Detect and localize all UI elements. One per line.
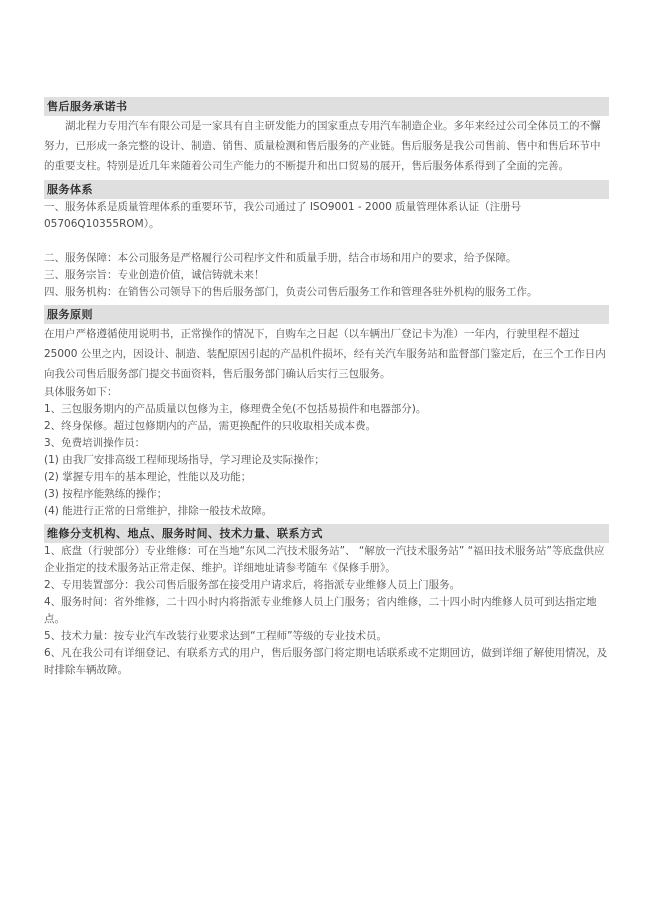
list-line: 三、服务宗旨：专业创造价值，诚信铸就未来！ <box>44 269 265 281</box>
list-line: 6、凡在我公司有详细登记、有联系方式的用户，售后服务部门将定期电话联系或不定期回访，做到详细了解使用情况，及时排除车辆故障。 <box>44 647 608 676</box>
list-line: 1、底盘（行驶部分）专业维修：可在当地“东风二汽技术服务站”、 “解放一汽技术服务站” “福田技术服务站”等底盘供应企业指定的技术服务站正常走保、维护。详细地址请参考随车《保修手册》。 <box>44 545 605 574</box>
section-repair-branches <box>44 524 609 679</box>
list-line: 2、终身保修。超过包修期内的产品，需更换配件的只收取相关成本费。 <box>44 420 377 432</box>
section-service-system <box>44 180 609 301</box>
paragraph: 湖北程力专用汽车有限公司是一家具有自主研发能力的国家重点专用汽车制造企业。多年来经过公司全体员工的不懈努力，已形成一条完整的设计、制造、销售、质量检测和售后服务的产业链。售后服务是我公司售前、售中和售后环节中的重要支柱。特别是近几年来随着公司生产能力的不断提升和出口贸易的展开，售后服务体系得到了全面的完善。 <box>44 120 601 172</box>
section-service-principles <box>44 305 609 520</box>
list-line: (2) 掌握专用车的基本理论，性能以及功能； <box>44 471 252 483</box>
paragraph: 在用户严格遵循使用说明书，正常操作的情况下，自购车之日起（以车辆出厂登记卡为准）一年内，行驶里程不超过 25000 公里之内，因设计、制造、装配原因引起的产品机件损坏，经有关汽车服务站和监督部门鉴定后，在三个工作日内向我公司售后服务部门提交书面资料，售后服务部门确认后实行三包服务。 <box>44 328 606 380</box>
list-line: 5、技术力量：按专业汽车改装行业要求达到“工程师”等级的专业技术员。 <box>44 630 388 642</box>
list-line: 一、服务体系是质量管理体系的重要环节，我公司通过了 ISO9001 - 2000 质量管理体系认证（注册号 05706Q10355ROM）。 <box>44 201 522 230</box>
document-content <box>44 97 609 683</box>
list-line: (3) 按程序能熟练的操作； <box>44 488 168 500</box>
section-heading: 维修分支机构、地点、服务时间、技术力量、联系方式 <box>44 524 609 543</box>
section-heading: 售后服务承诺书 <box>44 97 609 116</box>
list-line: (1) 由我厂安排高级工程师现场指导，学习理论及实际操作； <box>44 454 325 466</box>
list-line: 具体服务如下： <box>44 386 118 398</box>
section-service-commitment <box>44 97 609 176</box>
list-line: 2、专用装置部分：我公司售后服务部在接受用户请求后，将指派专业维修人员上门服务。 <box>44 579 461 591</box>
section-heading: 服务体系 <box>44 180 609 199</box>
list-line: 4、服务时间：省外维修，二十四小时内将指派专业维修人员上门服务；省内维修，二十四小时内维修人员可到达指定地点。 <box>44 596 597 625</box>
list-line: 四、服务机构：在销售公司领导下的售后服务部门，负责公司售后服务工作和管理各驻外机构的服务工作。 <box>44 286 538 298</box>
section-heading: 服务原则 <box>44 305 609 324</box>
list-line: (4) 能进行正常的日常维护，排除一般技术故障。 <box>44 505 273 517</box>
list-line: 1、三包服务期内的产品质量以包修为主，修理费全免(不包括易损件和电器部分)。 <box>44 403 427 415</box>
list-line: 3、免费培训操作员： <box>44 437 146 449</box>
blank-line <box>44 233 609 250</box>
list-line: 二、服务保障：本公司服务是严格履行公司程序文件和质量手册，结合市场和用户的要求，给予保障。 <box>44 252 517 264</box>
